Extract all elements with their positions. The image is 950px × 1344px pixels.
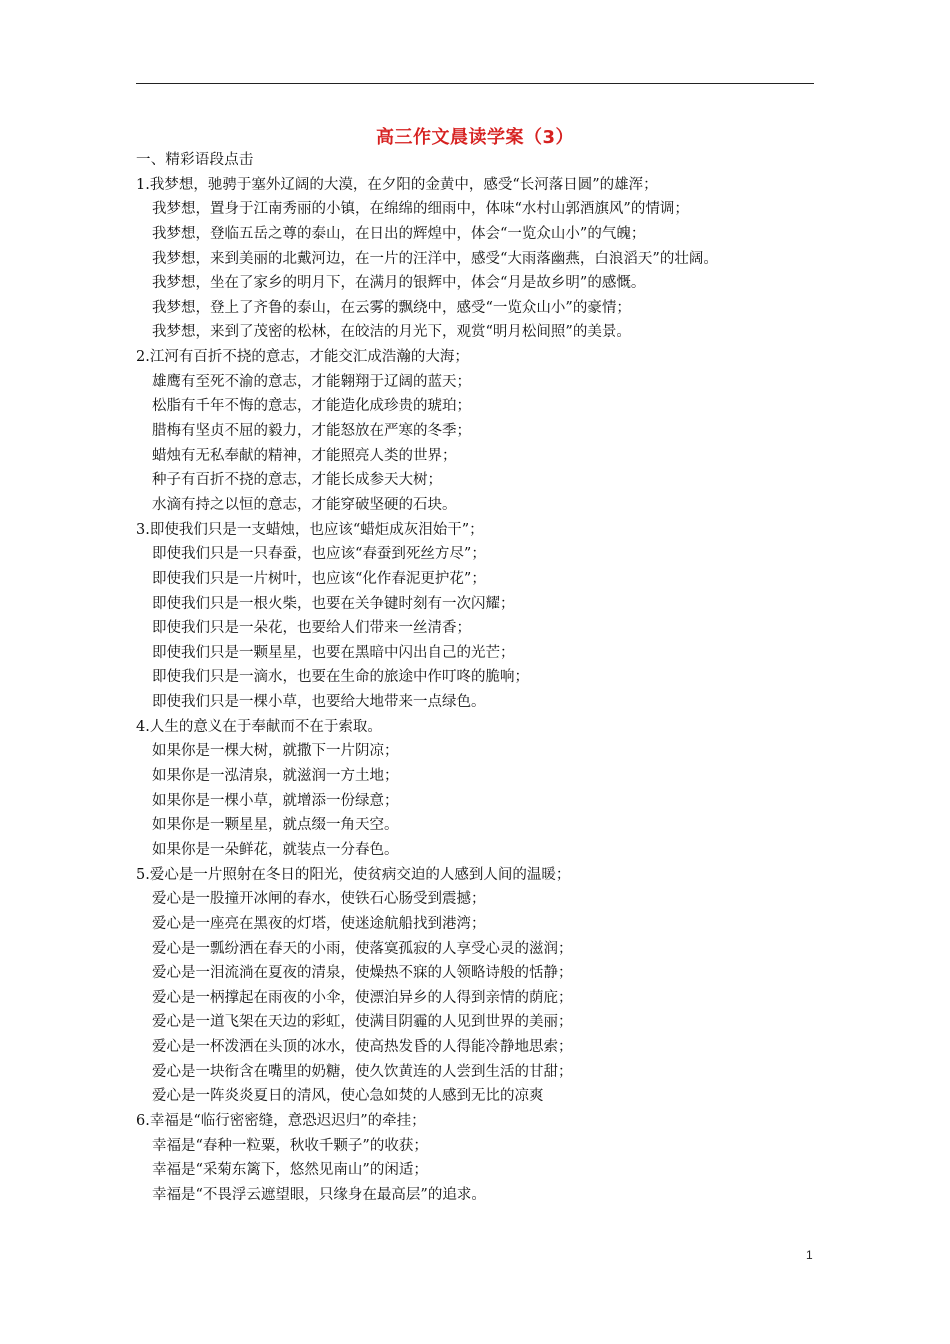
paragraph-first-line bbox=[136, 1109, 826, 1134]
paragraph-number: 2. bbox=[136, 349, 150, 366]
paragraph-line: 即使我们只是一只春蚕，也应该“春蚕到死丝方尽”； bbox=[152, 546, 486, 563]
paragraph-text: 即使我们只是一支蜡烛，也应该“蜡炬成灰泪始干”； bbox=[149, 521, 484, 538]
paragraph-line: 爱心是一座亮在黑夜的灯塔，使迷途航船找到港湾； bbox=[152, 915, 486, 932]
paragraph-line: 爱心是一股撞开冰闸的春水，使铁石心肠受到震撼； bbox=[152, 891, 486, 908]
paragraph-line: 即使我们只是一根火柴，也要在关争键时刻有一次闪耀； bbox=[152, 595, 515, 612]
paragraph-line: 即使我们只是一棵小草，也要给大地带来一点绿色。 bbox=[152, 694, 486, 711]
paragraph-line: 即使我们只是一片树叶，也应该“化作春泥更护花”； bbox=[152, 570, 486, 587]
paragraph-number: 1. bbox=[136, 176, 150, 193]
paragraph-first-line bbox=[136, 345, 826, 370]
paragraph-list bbox=[136, 173, 826, 1208]
paragraph-line: 腊梅有坚贞不屈的毅力，才能怒放在严寒的冬季； bbox=[152, 423, 471, 440]
paragraph-line: 爱心是一道飞架在天边的彩虹，使满目阴霾的人见到世界的美丽； bbox=[152, 1014, 573, 1031]
paragraph-line: 如果你是一颗星星，就点缀一角天空。 bbox=[152, 817, 399, 834]
paragraph-text: 江河有百折不挠的意志，才能交汇成浩瀚的大海； bbox=[149, 349, 469, 366]
paragraph-first-line bbox=[136, 173, 826, 198]
paragraph-line: 幸福是“不畏浮云遮望眼，只缘身在最高层”的追求。 bbox=[152, 1186, 486, 1203]
paragraph-text: 爱心是一片照射在冬日的阳光，使贫病交迫的人感到人间的温暖； bbox=[149, 866, 571, 883]
paragraph-line: 如果你是一棵大树，就撒下一片阴凉； bbox=[152, 743, 399, 760]
page-number: 1 bbox=[806, 1248, 813, 1262]
paragraph-line: 爱心是一柄撑起在雨夜的小伞，使漂泊异乡的人得到亲情的荫庇； bbox=[152, 989, 573, 1006]
paragraph-text: 幸福是“临行密密缝，意恐迟迟归”的牵挂； bbox=[149, 1112, 426, 1129]
paragraph-line: 我梦想，来到了茂密的松林，在皎洁的月光下，观赏“明月松间照”的美景。 bbox=[152, 324, 631, 341]
paragraph-line: 即使我们只是一朵花，也要给人们带来一丝清香； bbox=[152, 620, 471, 637]
paragraph-number: 4. bbox=[136, 718, 150, 735]
paragraph-line: 我梦想，坐在了家乡的明月下，在满月的银辉中，体会“月是故乡明”的感慨。 bbox=[152, 275, 646, 292]
paragraph-first-line bbox=[136, 715, 826, 740]
paragraph-line: 爱心是一阵炎炎夏日的清风，使心急如焚的人感到无比的凉爽 bbox=[152, 1088, 544, 1105]
paragraph-line: 我梦想，置身于江南秀丽的小镇，在绵绵的细雨中，体味“水村山郭酒旗风”的情调； bbox=[152, 201, 689, 218]
paragraph-line: 松脂有千年不悔的意志，才能造化成珍贵的琥珀； bbox=[152, 398, 471, 415]
header-rule bbox=[136, 83, 814, 84]
paragraph-line: 幸福是“采菊东篱下，悠然见南山”的闲适； bbox=[152, 1162, 428, 1179]
paragraph-line: 水滴有持之以恒的意志，才能穿破坚硬的石块。 bbox=[152, 496, 457, 513]
paragraph-line: 爱心是一块衔含在嘴里的奶糖，使久饮黄连的人尝到生活的甘甜； bbox=[152, 1063, 573, 1080]
paragraph-line: 雄鹰有至死不渝的意志，才能翱翔于辽阔的蓝天； bbox=[152, 373, 471, 390]
paragraph-line: 即使我们只是一颗星星，也要在黑暗中闪出自己的光芒； bbox=[152, 644, 515, 661]
paragraph-line: 如果你是一棵小草，就增添一份绿意； bbox=[152, 792, 399, 809]
paragraph-line: 如果你是一泓清泉，就滋润一方土地； bbox=[152, 768, 399, 785]
paragraph-first-line bbox=[136, 518, 826, 543]
document-body bbox=[136, 148, 826, 1208]
page-title: 高三作文晨读学案（3） bbox=[375, 127, 575, 148]
paragraph-line: 我梦想，登上了齐鲁的泰山，在云雾的飘绕中，感受“一览众山小”的豪情； bbox=[152, 299, 631, 316]
paragraph-line: 蜡烛有无私奉献的精神，才能照亮人类的世界； bbox=[152, 447, 457, 464]
paragraph-line: 幸福是“春种一粒粟，秋收千颗子”的收获； bbox=[152, 1137, 428, 1154]
paragraph-line: 爱心是一杯泼洒在头顶的冰水，使高热发昏的人得能冷静地思索； bbox=[152, 1039, 573, 1056]
paragraph-number: 3. bbox=[136, 521, 150, 538]
paragraph-line: 我梦想，来到美丽的北戴河边，在一片的汪洋中，感受“大雨落幽燕，白浪滔天”的壮阔。 bbox=[152, 250, 718, 267]
paragraph-number: 6. bbox=[136, 1112, 150, 1129]
paragraph-line: 我梦想，登临五岳之尊的泰山，在日出的辉煌中，体会“一览众山小”的气魄； bbox=[152, 225, 646, 242]
paragraph-line: 如果你是一朵鲜花，就装点一分春色。 bbox=[152, 841, 399, 858]
section-heading: 一、精彩语段点击 bbox=[136, 152, 254, 168]
paragraph-line: 种子有百折不挠的意志，才能长成参天大树； bbox=[152, 472, 442, 489]
paragraph-line: 爱心是一泪流淌在夏夜的清泉，使燥热不寐的人领略诗般的恬静； bbox=[152, 965, 573, 982]
paragraph-number: 5. bbox=[136, 866, 150, 883]
paragraph-line: 爱心是一瓢纷洒在春天的小雨，使落寞孤寂的人享受心灵的滋润； bbox=[152, 940, 573, 957]
paragraph-text: 我梦想，驰骋于塞外辽阔的大漠，在夕阳的金黄中，感受“长河落日圆”的雄浑； bbox=[149, 176, 658, 193]
paragraph-line: 即使我们只是一滴水，也要在生命的旅途中作叮咚的脆响； bbox=[152, 669, 529, 686]
paragraph-text: 人生的意义在于奉献而不在于索取。 bbox=[149, 718, 382, 735]
paragraph-first-line bbox=[136, 863, 826, 888]
